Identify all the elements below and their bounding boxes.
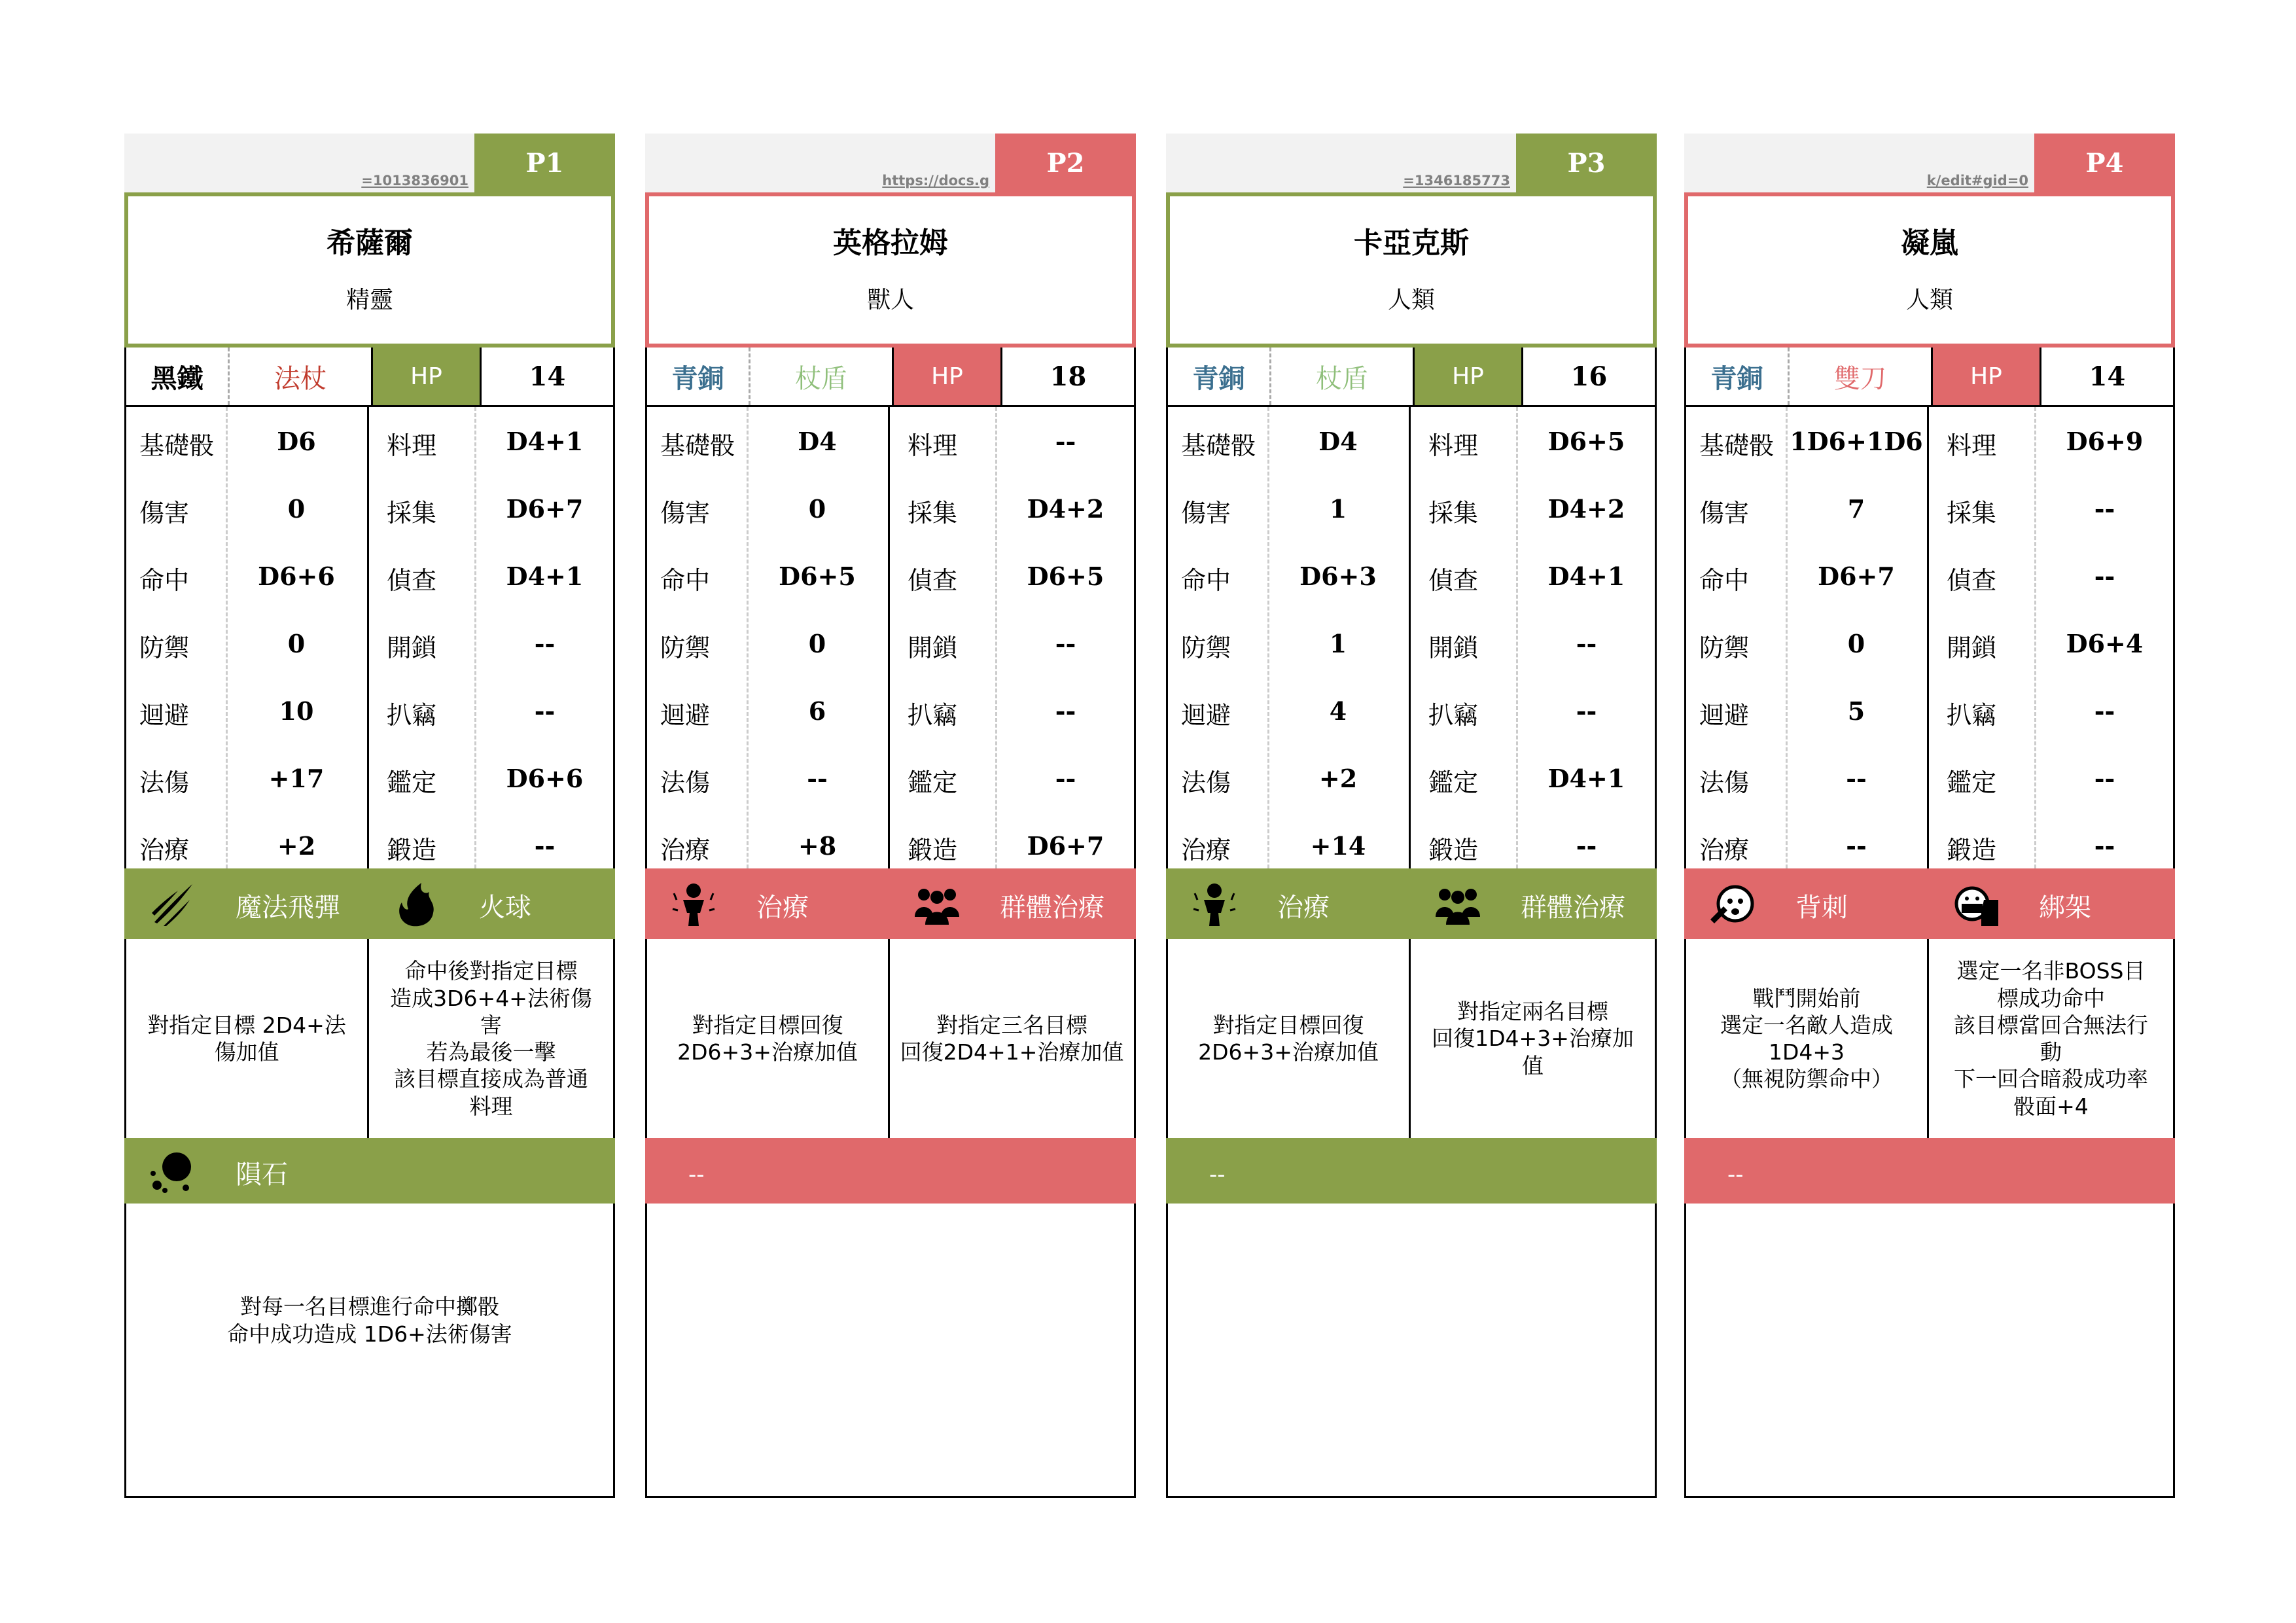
stat-value: D6 bbox=[277, 427, 316, 456]
skill-label: 開鎖 bbox=[387, 633, 437, 662]
skill-value: -- bbox=[2094, 764, 2115, 793]
character-race: 人類 bbox=[1387, 287, 1435, 313]
skill-label: 偵查 bbox=[1428, 566, 1479, 595]
skill-value: -- bbox=[2094, 562, 2115, 591]
skill-desc-row bbox=[1686, 939, 2173, 1140]
stat-value: D4 bbox=[1318, 427, 1358, 456]
skill-desc: 命中後對指定目標 造成3D6+4+法術傷 害 若為最後一擊 該目標直接成為普通 料理 bbox=[390, 958, 592, 1119]
stat-value: +2 bbox=[1318, 764, 1358, 793]
stat-row bbox=[1168, 480, 1655, 545]
skill-name: -- bbox=[1209, 1162, 1226, 1188]
stat-value: D4 bbox=[798, 427, 837, 456]
skill-name: 群體治療 bbox=[1521, 893, 1625, 923]
stat-row bbox=[1168, 749, 1655, 815]
stats-table bbox=[1686, 407, 2173, 868]
equipment-row bbox=[1168, 348, 1655, 407]
stat-value: 1 bbox=[1329, 494, 1347, 524]
skill-label: 採集 bbox=[387, 499, 437, 527]
skill-name: 治療 bbox=[1277, 893, 1330, 923]
stat-row bbox=[1168, 615, 1655, 680]
stat-value: +14 bbox=[1310, 831, 1366, 861]
stat-label: 傷害 bbox=[1181, 499, 1231, 527]
hp-label: HP bbox=[1415, 348, 1521, 405]
material-label: 青銅 bbox=[1168, 348, 1271, 405]
sheet-link[interactable]: k/edit#gid=0 bbox=[1926, 173, 2028, 188]
skill-bar bbox=[645, 868, 1136, 939]
character-name: 希薩爾 bbox=[327, 226, 413, 260]
weapon-label: 雙刀 bbox=[1790, 348, 1933, 405]
skill-desc: 對指定目標 2D4+法 傷加值 bbox=[147, 1012, 346, 1065]
stat-label: 防禦 bbox=[660, 633, 711, 662]
skill-desc: 對指定兩名目標 回復1D4+3+治療加 值 bbox=[1432, 999, 1634, 1079]
stat-value: 0 bbox=[287, 494, 306, 524]
skill-desc: 對每一名目標進行命中擲骰 命中成功造成 1D6+法術傷害 bbox=[227, 1294, 512, 1347]
group-heal-icon bbox=[1434, 880, 1481, 927]
stat-row bbox=[1168, 682, 1655, 747]
sheet-link[interactable]: =1013836901 bbox=[361, 173, 468, 188]
character-name: 卡亞克斯 bbox=[1354, 226, 1469, 260]
skill-label: 鍛造 bbox=[387, 836, 437, 865]
weapon-label: 杖盾 bbox=[1271, 348, 1415, 405]
skill-value: -- bbox=[534, 831, 556, 861]
stat-row bbox=[1168, 547, 1655, 613]
skill-desc: 對指定目標回復 2D6+3+治療加值 bbox=[677, 1012, 858, 1065]
stat-value: 1 bbox=[1329, 629, 1347, 658]
stat-label: 基礎骰 bbox=[139, 431, 215, 460]
skill-desc-row bbox=[647, 939, 1134, 1140]
skill-value: D6+7 bbox=[506, 494, 584, 524]
stat-row bbox=[126, 749, 613, 815]
equipment-row bbox=[126, 348, 613, 407]
fireball-icon bbox=[393, 880, 440, 927]
stat-label: 治療 bbox=[1181, 836, 1231, 865]
hp-label: HP bbox=[894, 348, 1000, 405]
skill-label: 鑑定 bbox=[1947, 768, 1997, 797]
stat-label: 治療 bbox=[139, 836, 190, 865]
stat-row bbox=[1686, 547, 2173, 613]
skill-label: 鑑定 bbox=[387, 768, 437, 797]
stat-value: +17 bbox=[268, 764, 325, 793]
character-name: 英格拉姆 bbox=[833, 226, 948, 260]
backstab-icon bbox=[1709, 880, 1756, 927]
equipment-row bbox=[647, 348, 1134, 407]
skill-value: D6+7 bbox=[1027, 831, 1104, 861]
character-name: 凝嵐 bbox=[1901, 226, 1958, 260]
skill-value: -- bbox=[1055, 427, 1076, 456]
stat-value: D6+7 bbox=[1818, 562, 1895, 591]
player-tab: P4 bbox=[2034, 134, 2175, 192]
skill-desc bbox=[647, 1145, 1134, 1496]
stat-row bbox=[647, 480, 1134, 545]
skill-desc: 對指定目標回復 2D6+3+治療加值 bbox=[1198, 1012, 1379, 1065]
material-label: 青銅 bbox=[1686, 348, 1790, 405]
player-tab: P1 bbox=[474, 134, 615, 192]
stat-row bbox=[1686, 749, 2173, 815]
stat-value: 6 bbox=[808, 696, 826, 726]
stat-value: D6+5 bbox=[779, 562, 856, 591]
skill-value: -- bbox=[1576, 696, 1597, 726]
stat-value: +2 bbox=[277, 831, 316, 861]
skill-value: D6+6 bbox=[506, 764, 584, 793]
stat-label: 防禦 bbox=[139, 633, 190, 662]
hp-label: HP bbox=[373, 348, 480, 405]
skill-label: 料理 bbox=[387, 431, 437, 460]
sheet-link[interactable]: =1346185773 bbox=[1403, 173, 1510, 188]
stat-value: -- bbox=[807, 764, 828, 793]
kidnap-icon bbox=[1952, 880, 2000, 927]
stat-value: 0 bbox=[808, 494, 826, 524]
heal-person-icon bbox=[670, 880, 717, 927]
skill-label: 偵查 bbox=[387, 566, 437, 595]
name-box bbox=[1684, 192, 2175, 348]
player-tab: P3 bbox=[1516, 134, 1657, 192]
stat-label: 法傷 bbox=[660, 768, 711, 797]
material-label: 黑鐵 bbox=[126, 348, 230, 405]
stat-row bbox=[126, 682, 613, 747]
stat-value: D6+6 bbox=[258, 562, 335, 591]
stat-row bbox=[126, 412, 613, 478]
hp-value: 18 bbox=[1000, 348, 1134, 405]
stat-row bbox=[1686, 412, 2173, 478]
hp-value: 16 bbox=[1521, 348, 1655, 405]
stat-value: 1D6+1D6 bbox=[1790, 427, 1923, 456]
stat-value: D6+3 bbox=[1299, 562, 1377, 591]
skill-name: 火球 bbox=[479, 893, 531, 923]
skill-label: 鍛造 bbox=[1947, 836, 1997, 865]
skill-value: -- bbox=[1576, 831, 1597, 861]
stat-row bbox=[647, 412, 1134, 478]
hp-value: 14 bbox=[480, 348, 613, 405]
skill-value: -- bbox=[1055, 696, 1076, 726]
stat-row bbox=[126, 615, 613, 680]
skill-value: D4+1 bbox=[506, 562, 584, 591]
skill-label: 扒竊 bbox=[387, 701, 437, 730]
stat-value: 5 bbox=[1847, 696, 1865, 726]
stat-label: 傷害 bbox=[139, 499, 190, 527]
skill-label: 開鎖 bbox=[908, 633, 958, 662]
heal-person-icon bbox=[1191, 880, 1238, 927]
weapon-label: 法杖 bbox=[230, 348, 373, 405]
skill-desc-row bbox=[126, 939, 613, 1140]
skill-label: 鑑定 bbox=[908, 768, 958, 797]
skill-label: 扒竊 bbox=[1947, 701, 1997, 730]
skill-bar bbox=[124, 868, 615, 939]
skill-label: 偵查 bbox=[908, 566, 958, 595]
stat-value: 0 bbox=[1847, 629, 1865, 658]
stat-label: 防禦 bbox=[1699, 633, 1750, 662]
skill-value: D6+4 bbox=[2066, 629, 2144, 658]
skill-label: 鍛造 bbox=[908, 836, 958, 865]
stat-row bbox=[1168, 412, 1655, 478]
hp-label: HP bbox=[1933, 348, 2040, 405]
skill-label: 採集 bbox=[1428, 499, 1479, 527]
stat-label: 命中 bbox=[1181, 566, 1231, 595]
skill-value: -- bbox=[2094, 696, 2115, 726]
stat-row bbox=[126, 547, 613, 613]
stat-value: -- bbox=[1846, 764, 1867, 793]
stat-label: 命中 bbox=[660, 566, 711, 595]
stat-row bbox=[647, 749, 1134, 815]
stat-row bbox=[647, 547, 1134, 613]
card-body bbox=[124, 192, 615, 1498]
stat-value: -- bbox=[1846, 831, 1867, 861]
name-box bbox=[124, 192, 615, 348]
skill-name: 背刺 bbox=[1795, 893, 1848, 923]
stat-value: 7 bbox=[1847, 494, 1865, 524]
stat-label: 基礎骰 bbox=[1181, 431, 1256, 460]
stat-value: +8 bbox=[798, 831, 837, 861]
name-box bbox=[645, 192, 1136, 348]
character-card bbox=[124, 134, 615, 1498]
missile-icon bbox=[149, 880, 196, 927]
skill-name: 治療 bbox=[756, 893, 809, 923]
stat-label: 命中 bbox=[139, 566, 190, 595]
skill-desc bbox=[1168, 1145, 1655, 1496]
skill-label: 採集 bbox=[908, 499, 958, 527]
skill-value: -- bbox=[534, 629, 556, 658]
character-race: 精靈 bbox=[345, 287, 393, 313]
name-box bbox=[1166, 192, 1657, 348]
stat-label: 防禦 bbox=[1181, 633, 1231, 662]
character-card bbox=[645, 134, 1136, 1498]
stat-label: 法傷 bbox=[1181, 768, 1231, 797]
skill-value: -- bbox=[1576, 629, 1597, 658]
skill-value: D4+1 bbox=[1547, 562, 1625, 591]
skill-desc: 戰鬥開始前 選定一名敵人造成 1D4+3 （無視防禦命中） bbox=[1720, 985, 1893, 1092]
skill-label: 料理 bbox=[1947, 431, 1997, 460]
equipment-row bbox=[1686, 348, 2173, 407]
skill-name: -- bbox=[688, 1162, 705, 1188]
skill-desc bbox=[1686, 1145, 2173, 1496]
stat-label: 治療 bbox=[660, 836, 711, 865]
stat-row bbox=[647, 682, 1134, 747]
stat-row bbox=[647, 615, 1134, 680]
skill-value: D4+1 bbox=[1547, 764, 1625, 793]
stat-row bbox=[126, 480, 613, 545]
skill-value: D6+5 bbox=[1547, 427, 1625, 456]
stats-table bbox=[126, 407, 613, 868]
skill-name: 隕石 bbox=[236, 1160, 288, 1190]
card-body bbox=[1684, 192, 2175, 1498]
stat-label: 命中 bbox=[1699, 566, 1750, 595]
stat-value: 10 bbox=[279, 696, 314, 726]
skill-label: 料理 bbox=[1428, 431, 1479, 460]
stat-value: 0 bbox=[287, 629, 306, 658]
stat-row bbox=[1686, 615, 2173, 680]
skill-bar bbox=[1684, 868, 2175, 939]
skill-value: D6+9 bbox=[2066, 427, 2144, 456]
skill-value: D6+5 bbox=[1027, 562, 1104, 591]
sheet-link[interactable]: https://docs.g bbox=[882, 173, 989, 188]
skill-label: 偵查 bbox=[1947, 566, 1997, 595]
stat-label: 傷害 bbox=[1699, 499, 1750, 527]
stat-label: 迴避 bbox=[1181, 701, 1231, 730]
stats-table bbox=[647, 407, 1134, 868]
skill-value: D4+1 bbox=[506, 427, 584, 456]
skill-label: 採集 bbox=[1947, 499, 1997, 527]
card-body bbox=[645, 192, 1136, 1498]
character-card bbox=[1684, 134, 2175, 1498]
skill-value: D4+2 bbox=[1547, 494, 1625, 524]
weapon-label: 杖盾 bbox=[751, 348, 894, 405]
player-tab: P2 bbox=[995, 134, 1136, 192]
stat-label: 基礎骰 bbox=[1699, 431, 1775, 460]
skill-name: -- bbox=[1727, 1162, 1744, 1188]
skill-label: 鑑定 bbox=[1428, 768, 1479, 797]
skill-label: 開鎖 bbox=[1947, 633, 1997, 662]
skill-name: 魔法飛彈 bbox=[236, 893, 340, 923]
stat-value: 4 bbox=[1329, 696, 1347, 726]
skill-label: 扒竊 bbox=[1428, 701, 1479, 730]
skill-value: D4+2 bbox=[1027, 494, 1104, 524]
skill-value: -- bbox=[2094, 494, 2115, 524]
stat-label: 迴避 bbox=[1699, 701, 1750, 730]
character-card bbox=[1166, 134, 1657, 1498]
stat-label: 傷害 bbox=[660, 499, 711, 527]
stat-label: 基礎骰 bbox=[660, 431, 735, 460]
stats-table bbox=[1168, 407, 1655, 868]
group-heal-icon bbox=[913, 880, 961, 927]
stat-row bbox=[1686, 682, 2173, 747]
stat-value: 0 bbox=[808, 629, 826, 658]
skill-name: 綁架 bbox=[2039, 893, 2091, 923]
stat-label: 法傷 bbox=[1699, 768, 1750, 797]
skill-value: -- bbox=[1055, 764, 1076, 793]
skill-bar bbox=[1166, 868, 1657, 939]
skill-desc: 對指定三名目標 回復2D4+1+治療加值 bbox=[900, 1012, 1124, 1065]
hp-value: 14 bbox=[2040, 348, 2173, 405]
skill-desc-row bbox=[1168, 939, 1655, 1140]
skill-desc: 選定一名非BOSS目 標成功命中 該目標當回合無法行 動 下一回合暗殺成功率 骰面+4 bbox=[1954, 958, 2148, 1119]
stat-row bbox=[1686, 480, 2173, 545]
skill-value: -- bbox=[2094, 831, 2115, 861]
stat-label: 治療 bbox=[1699, 836, 1750, 865]
skill-label: 扒竊 bbox=[908, 701, 958, 730]
card-body bbox=[1166, 192, 1657, 1498]
material-label: 青銅 bbox=[647, 348, 751, 405]
skill-value: -- bbox=[1055, 629, 1076, 658]
skill-label: 開鎖 bbox=[1428, 633, 1479, 662]
stat-label: 迴避 bbox=[139, 701, 190, 730]
skill-label: 鍛造 bbox=[1428, 836, 1479, 865]
skill-value: -- bbox=[534, 696, 556, 726]
skill-name: 群體治療 bbox=[1000, 893, 1104, 923]
skill-label: 料理 bbox=[908, 431, 958, 460]
character-race: 獸人 bbox=[866, 287, 914, 313]
stat-label: 迴避 bbox=[660, 701, 711, 730]
stat-label: 法傷 bbox=[139, 768, 190, 797]
character-race: 人類 bbox=[1905, 287, 1953, 313]
